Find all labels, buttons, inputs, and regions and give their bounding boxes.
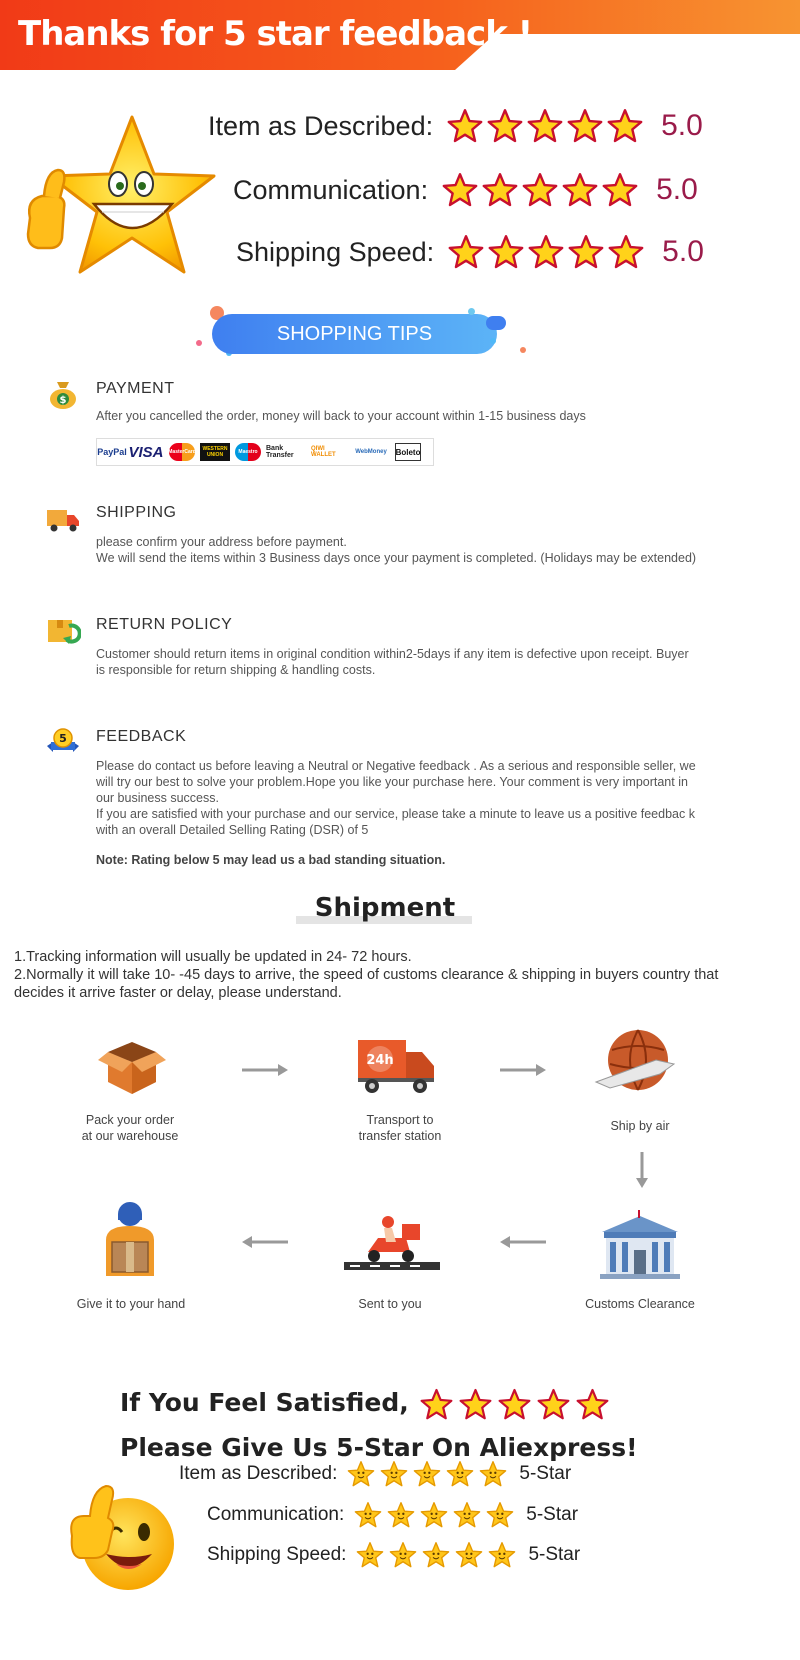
package-box-icon — [96, 1032, 168, 1096]
globe-airplane-icon — [592, 1026, 682, 1098]
star-icon — [602, 172, 638, 208]
rating-label: Shipping Speed: — [236, 236, 435, 267]
feedback-line: with an overall Detailed Selling Rating (DSR) of 5 — [96, 823, 369, 837]
five-star-badge-icon — [45, 726, 81, 758]
rating-item-described — [208, 106, 703, 146]
rating-label: Item as Described: — [179, 1463, 338, 1484]
step-give-to-hand — [56, 1296, 206, 1312]
smiley-star-icon — [356, 1541, 384, 1569]
payment-text: After you cancelled the order, money will back to your account within 1-15 business days — [96, 409, 586, 423]
five-badge-label: 5 — [59, 732, 67, 745]
arrow-right-icon — [498, 1062, 548, 1078]
shipment-title: Shipment — [314, 893, 456, 923]
step-label: Pack your order — [85, 1113, 175, 1127]
smiley-star-icon — [420, 1501, 448, 1529]
star-icon — [567, 108, 603, 144]
paypal-logo: PayPal — [97, 447, 127, 457]
star-icon — [488, 234, 524, 270]
smiley-star-icon — [488, 1541, 516, 1569]
rating-stars — [447, 108, 643, 144]
step-ship-by-air — [570, 1118, 710, 1134]
webmoney-logo: WebMoney — [355, 449, 387, 455]
return-policy-title: RETURN POLICY — [96, 616, 233, 633]
shipping-line: please confirm your address before payment. — [96, 535, 347, 549]
return-policy-line: Customer should return items in original condition within2-5days if any item is defective upon receipt. Buyer — [96, 647, 689, 661]
thumbs-up-star-mascot-icon — [22, 112, 222, 282]
rating-stars — [442, 172, 638, 208]
qiwi-wallet-logo: QIWI WALLET — [311, 446, 336, 458]
rating-label: Communication: — [207, 1504, 345, 1525]
star-icon — [482, 172, 518, 208]
shipping-line: We will send the items within 3 Business days once your payment is completed. (Holidays may be extended) — [96, 551, 697, 565]
courier-with-package-icon — [98, 1200, 162, 1280]
star-icon — [576, 1388, 609, 1421]
arrow-left-icon — [498, 1234, 548, 1250]
rating-communication — [233, 170, 698, 210]
star-icon — [608, 234, 644, 270]
rating-shipping-speed — [236, 232, 704, 272]
svg-text:$: $ — [59, 395, 67, 406]
return-policy-section — [45, 614, 745, 684]
feedback-note: Note: Rating below 5 may lead us a bad standing situation. — [96, 853, 446, 867]
star-icon — [528, 234, 564, 270]
mastercard-logo: MasterCard — [169, 443, 195, 461]
star-icon — [442, 172, 478, 208]
shipping-body — [96, 534, 696, 566]
star-icon — [522, 172, 558, 208]
rating-label: Communication: — [233, 174, 429, 205]
arrow-down-icon — [634, 1150, 650, 1190]
rating-value: 5.0 — [661, 109, 703, 142]
winking-thumbs-up-emoji-icon — [66, 1478, 182, 1594]
rating-value: 5-Star — [526, 1504, 579, 1525]
bank-transfer-logo: Bank Transfer — [266, 445, 294, 459]
step-label: Transport to — [366, 1113, 434, 1127]
rating-value: 5-Star — [528, 1544, 581, 1565]
cta-line-1 — [120, 1388, 409, 1417]
customs-building-icon — [598, 1210, 682, 1280]
cta-stars — [420, 1388, 609, 1421]
transport-truck-icon — [356, 1036, 436, 1096]
shipment-line: 1.Tracking information will usually be updated in 24- 72 hours. — [14, 949, 412, 965]
decor-dot — [468, 308, 475, 315]
star-icon — [562, 172, 598, 208]
banner-title: Thanks for 5 star feedback ! — [18, 14, 533, 54]
decor-dot — [490, 338, 496, 344]
feedback-line: will try our best to solve your problem.Hope you like your purchase here. Your comment is very important in — [96, 775, 688, 789]
star-icon — [607, 108, 643, 144]
feedback-body — [96, 758, 696, 868]
payment-body — [96, 408, 586, 424]
smiley-star-icon — [455, 1541, 483, 1569]
step-label: Sent to you — [358, 1297, 422, 1311]
cta-text: If You Feel Satisfied, — [120, 1388, 409, 1417]
step-sent-to-you — [320, 1296, 460, 1312]
arrow-right-icon — [240, 1062, 290, 1078]
smiley-star-icon — [413, 1460, 441, 1488]
shopping-tips-header — [190, 300, 550, 360]
smiley-star-icon — [486, 1501, 514, 1529]
feedback-title: FEEDBACK — [96, 728, 187, 745]
cta-line-2 — [120, 1433, 637, 1462]
banner — [0, 0, 800, 70]
shipping-section — [45, 502, 745, 572]
money-bag-icon — [45, 378, 81, 410]
arrow-left-icon — [240, 1234, 290, 1250]
smiley-star-icon — [453, 1501, 481, 1529]
star-icon — [568, 234, 604, 270]
rating-stars — [354, 1501, 514, 1529]
shipment-line: 2.Normally it will take 10- -45 days to arrive, the speed of customs clearance & shipping in buyers country that — [14, 967, 719, 983]
star-icon — [537, 1388, 570, 1421]
rating-value: 5-Star — [519, 1463, 572, 1484]
truck-badge-label: 24h — [366, 1053, 394, 1068]
step-label: Give it to your hand — [76, 1297, 186, 1311]
return-policy-body — [96, 646, 689, 678]
step-label: at our warehouse — [81, 1129, 179, 1143]
smiley-star-icon — [446, 1460, 474, 1488]
bottom-rating-shipping-speed — [207, 1540, 580, 1570]
shipping-title: SHIPPING — [96, 504, 177, 521]
step-label: transfer station — [358, 1129, 442, 1143]
star-icon — [498, 1388, 531, 1421]
step-customs-clearance — [570, 1296, 710, 1312]
delivery-truck-icon — [45, 502, 81, 534]
rating-stars — [448, 234, 644, 270]
decor-dot — [520, 347, 526, 353]
star-icon — [447, 108, 483, 144]
payment-section — [45, 378, 745, 438]
feedback-line: If you are satisfied with your purchase and our service, please take a minute to leave us a positive feedbac k — [96, 807, 695, 821]
star-icon — [420, 1388, 453, 1421]
step-label: Ship by air — [610, 1119, 670, 1133]
smiley-star-icon — [389, 1541, 417, 1569]
step-label: Customs Clearance — [585, 1297, 695, 1311]
feedback-line: our business success. — [96, 791, 219, 805]
star-icon — [459, 1388, 492, 1421]
decor-dot — [486, 316, 506, 330]
rating-value: 5.0 — [656, 173, 698, 206]
shipment-info — [14, 948, 718, 1002]
western-union-logo: WESTERN UNION — [200, 443, 230, 461]
rating-label: Item as Described: — [208, 110, 434, 141]
payment-title: PAYMENT — [96, 380, 175, 397]
shipment-line: decides it arrive faster or delay, please understand. — [14, 985, 342, 1001]
feedback-line: Please do contact us before leaving a Neutral or Negative feedback . As a serious and responsible seller, we — [96, 759, 696, 773]
rating-stars — [347, 1460, 507, 1488]
star-icon — [487, 108, 523, 144]
smiley-star-icon — [347, 1460, 375, 1488]
smiley-star-icon — [354, 1501, 382, 1529]
cta-text: Please Give Us 5-Star On Aliexpress! — [120, 1433, 638, 1462]
bottom-rating-item-described — [179, 1459, 571, 1489]
maestro-logo: Maestro — [235, 443, 261, 461]
rating-value: 5.0 — [662, 235, 704, 268]
shopping-tips-label: SHOPPING TIPS — [276, 323, 433, 345]
bottom-rating-communication — [207, 1500, 578, 1530]
smiley-star-icon — [422, 1541, 450, 1569]
smiley-star-icon — [380, 1460, 408, 1488]
step-pack — [60, 1112, 200, 1144]
delivery-scooter-icon — [344, 1210, 440, 1276]
star-icon — [448, 234, 484, 270]
star-icon — [527, 108, 563, 144]
decor-dot — [196, 340, 202, 346]
rating-stars — [356, 1541, 516, 1569]
visa-logo: VISA — [128, 443, 164, 461]
feedback-section — [45, 726, 745, 876]
return-policy-line: is responsible for return shipping & handling costs. — [96, 663, 376, 677]
step-transport — [330, 1112, 470, 1144]
return-box-icon — [45, 614, 81, 646]
smiley-star-icon — [479, 1460, 507, 1488]
boleto-logo: Boleto — [395, 443, 421, 461]
smiley-star-icon — [387, 1501, 415, 1529]
payment-methods — [96, 438, 434, 466]
rating-label: Shipping Speed: — [207, 1544, 347, 1565]
